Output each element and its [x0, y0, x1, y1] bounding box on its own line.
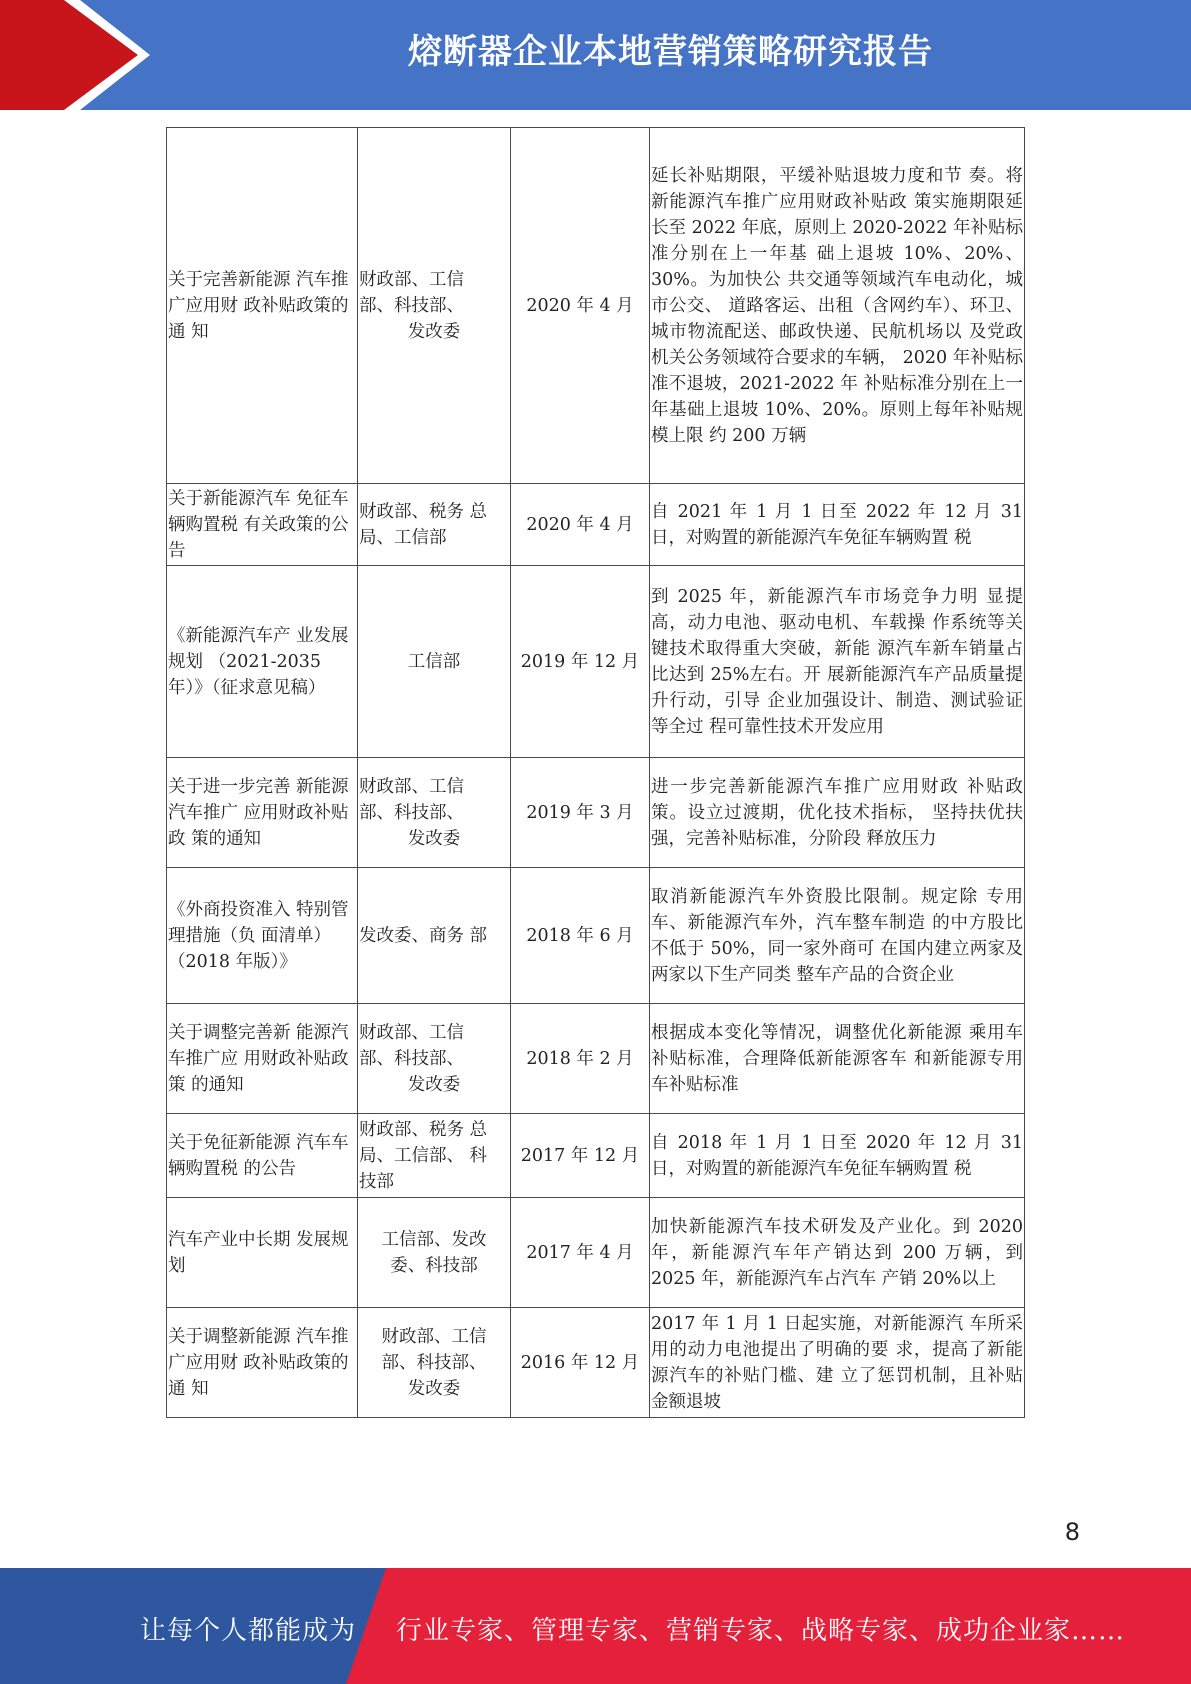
- header-red-arrow: [0, 0, 150, 110]
- table-row: [167, 1114, 1025, 1198]
- policy-department: [358, 868, 511, 1004]
- department-line: 财政部、工信: [359, 269, 464, 290]
- department-line: 部、科技部、: [359, 1048, 464, 1069]
- policy-table-container: [166, 127, 1024, 1418]
- table-row: [167, 1198, 1025, 1308]
- department-line: 部、科技部、: [381, 1352, 487, 1373]
- footer-slogan-left: 让每个人都能成为: [140, 1616, 357, 1646]
- policy-department: [358, 758, 511, 868]
- department-line: 委、科技部: [390, 1255, 478, 1276]
- policy-table: [166, 127, 1025, 1418]
- table-row: [167, 1308, 1025, 1418]
- table-row: [167, 1004, 1025, 1114]
- page-number: 8: [1064, 1518, 1080, 1546]
- department-line: 财政部、工信: [359, 1022, 464, 1043]
- policy-department: [358, 1308, 511, 1418]
- policy-name: 关于调整完善新 能源汽车推广应 用财政补贴政策 的通知: [167, 1004, 358, 1114]
- department-line: 发改委: [407, 321, 461, 342]
- department-line: 财政部、工信: [359, 776, 464, 797]
- policy-date: 2017 年 12 月: [511, 1114, 650, 1198]
- policy-name: 《新能源汽车产 业发展规划 （2021-2035 年）》（征求意见稿）: [167, 566, 358, 758]
- policy-date: 2019 年 3 月: [511, 758, 650, 868]
- department-line: 发改委: [407, 1074, 461, 1095]
- policy-department: [358, 566, 511, 758]
- policy-date: 2018 年 2 月: [511, 1004, 650, 1114]
- policy-date: 2018 年 6 月: [511, 868, 650, 1004]
- policy-date: 2017 年 4 月: [511, 1198, 650, 1308]
- policy-department: [358, 1114, 511, 1198]
- page-header: [0, 0, 1191, 110]
- policy-name: 关于进一步完善 新能源汽车推广 应用财政补贴政 策的通知: [167, 758, 358, 868]
- department-line: 财政部、工信: [381, 1326, 487, 1347]
- policy-name: 《外商投资准入 特别管理措施（负 面清单）（2018 年版）》: [167, 868, 358, 1004]
- policy-description: 自 2018 年 1 月 1 日至 2020 年 12 月 31 日，对购置的新能源汽车免征车辆购置 税: [650, 1114, 1025, 1198]
- page-footer: [0, 1568, 1191, 1684]
- policy-description: 延长补贴期限，平缓补贴退坡力度和节 奏。将新能源汽车推广应用财政补贴政 策实施期限延长至 2022 年底，原则上 2020-2022 年补贴标准分别在上一年基 础上退坡 10%、20%、30%。为加快公 共交通等领域汽车电动化，城市公交、 道路客运、出租（含网约车）、环卫、 城市物流配送、邮政快递、民航机场以 及党政机关公务领域符合要求的车辆， 2020 年补贴标准不退坡，2021-2022 年 补贴标准分别在上一年基础上退坡 10%、20%。原则上每年补贴规模上限 约 200 万辆: [650, 128, 1025, 484]
- policy-name: 汽车产业中长期 发展规划: [167, 1198, 358, 1308]
- policy-department: [358, 484, 511, 566]
- policy-description: 进一步完善新能源汽车推广应用财政 补贴政策。设立过渡期，优化技术指标， 坚持扶优扶强，完善补贴标准，分阶段 释放压力: [650, 758, 1025, 868]
- policy-date: 2016 年 12 月: [511, 1308, 650, 1418]
- table-row: [167, 484, 1025, 566]
- table-row: [167, 566, 1025, 758]
- department-line: 局、工信部: [359, 527, 447, 548]
- department-line: 财政部、税务 总: [359, 501, 488, 522]
- department-line: 技部: [359, 1171, 394, 1192]
- department-line: 发改委: [407, 1378, 461, 1399]
- table-row: [167, 128, 1025, 484]
- policy-description: 加快新能源汽车技术研发及产业化。到 2020 年，新能源汽车年产销达到 200 万辆，到 2025 年，新能源汽车占汽车 产销 20%以上: [650, 1198, 1025, 1308]
- department-line: 局、工信部、 科: [359, 1145, 488, 1166]
- department-line: 部、科技部、: [359, 295, 464, 316]
- policy-name: 关于调整新能源 汽车推广应用财 政补贴政策的通 知: [167, 1308, 358, 1418]
- policy-description: 根据成本变化等情况，调整优化新能源 乘用车补贴标准，合理降低新能源客车 和新能源专用车补贴标准: [650, 1004, 1025, 1114]
- policy-department: [358, 1198, 511, 1308]
- department-line: 工信部、发改: [381, 1229, 487, 1250]
- policy-date: 2020 年 4 月: [511, 128, 650, 484]
- department-line: 工信部: [407, 651, 461, 672]
- policy-name: 关于新能源汽车 免征车辆购置税 有关政策的公告: [167, 484, 358, 566]
- department-line: 财政部、税务 总: [359, 1119, 488, 1140]
- table-row: [167, 758, 1025, 868]
- policy-department: [358, 128, 511, 484]
- policy-department: [358, 1004, 511, 1114]
- department-line: 发改委、商务 部: [359, 925, 488, 946]
- page-title: 熔断器企业本地营销策略研究报告: [408, 32, 933, 72]
- department-line: 部、科技部、: [359, 802, 464, 823]
- policy-description: 到 2025 年，新能源汽车市场竞争力明 显提高，动力电池、驱动电机、车载操 作系统等关键技术取得重大突破，新能 源汽车新车销量占比达到 25%左右。开 展新能源汽车产品质量提升行动，引导 企业加强设计、制造、测试验证等全过 程可靠性技术开发应用: [650, 566, 1025, 758]
- table-row: [167, 868, 1025, 1004]
- policy-name: 关于免征新能源 汽车车辆购置税 的公告: [167, 1114, 358, 1198]
- policy-description: 2017 年 1 月 1 日起实施，对新能源汽 车所采用的动力电池提出了明确的要 求，提高了新能源汽车的补贴门槛、建 立了惩罚机制，且补贴金额退坡: [650, 1308, 1025, 1418]
- policy-name: 关于完善新能源 汽车推广应用财 政补贴政策的通 知: [167, 128, 358, 484]
- policy-description: 自 2021 年 1 月 1 日至 2022 年 12 月 31 日，对购置的新能源汽车免征车辆购置 税: [650, 484, 1025, 566]
- policy-date: 2019 年 12 月: [511, 566, 650, 758]
- department-line: 发改委: [407, 828, 461, 849]
- policy-description: 取消新能源汽车外资股比限制。规定除 专用车、新能源汽车外，汽车整车制造 的中方股比不低于 50%，同一家外商可 在国内建立两家及两家以下生产同类 整车产品的合资企业: [650, 868, 1025, 1004]
- policy-date: 2020 年 4 月: [511, 484, 650, 566]
- footer-slogan-right: 行业专家、管理专家、营销专家、战略专家、成功企业家……: [396, 1616, 1126, 1646]
